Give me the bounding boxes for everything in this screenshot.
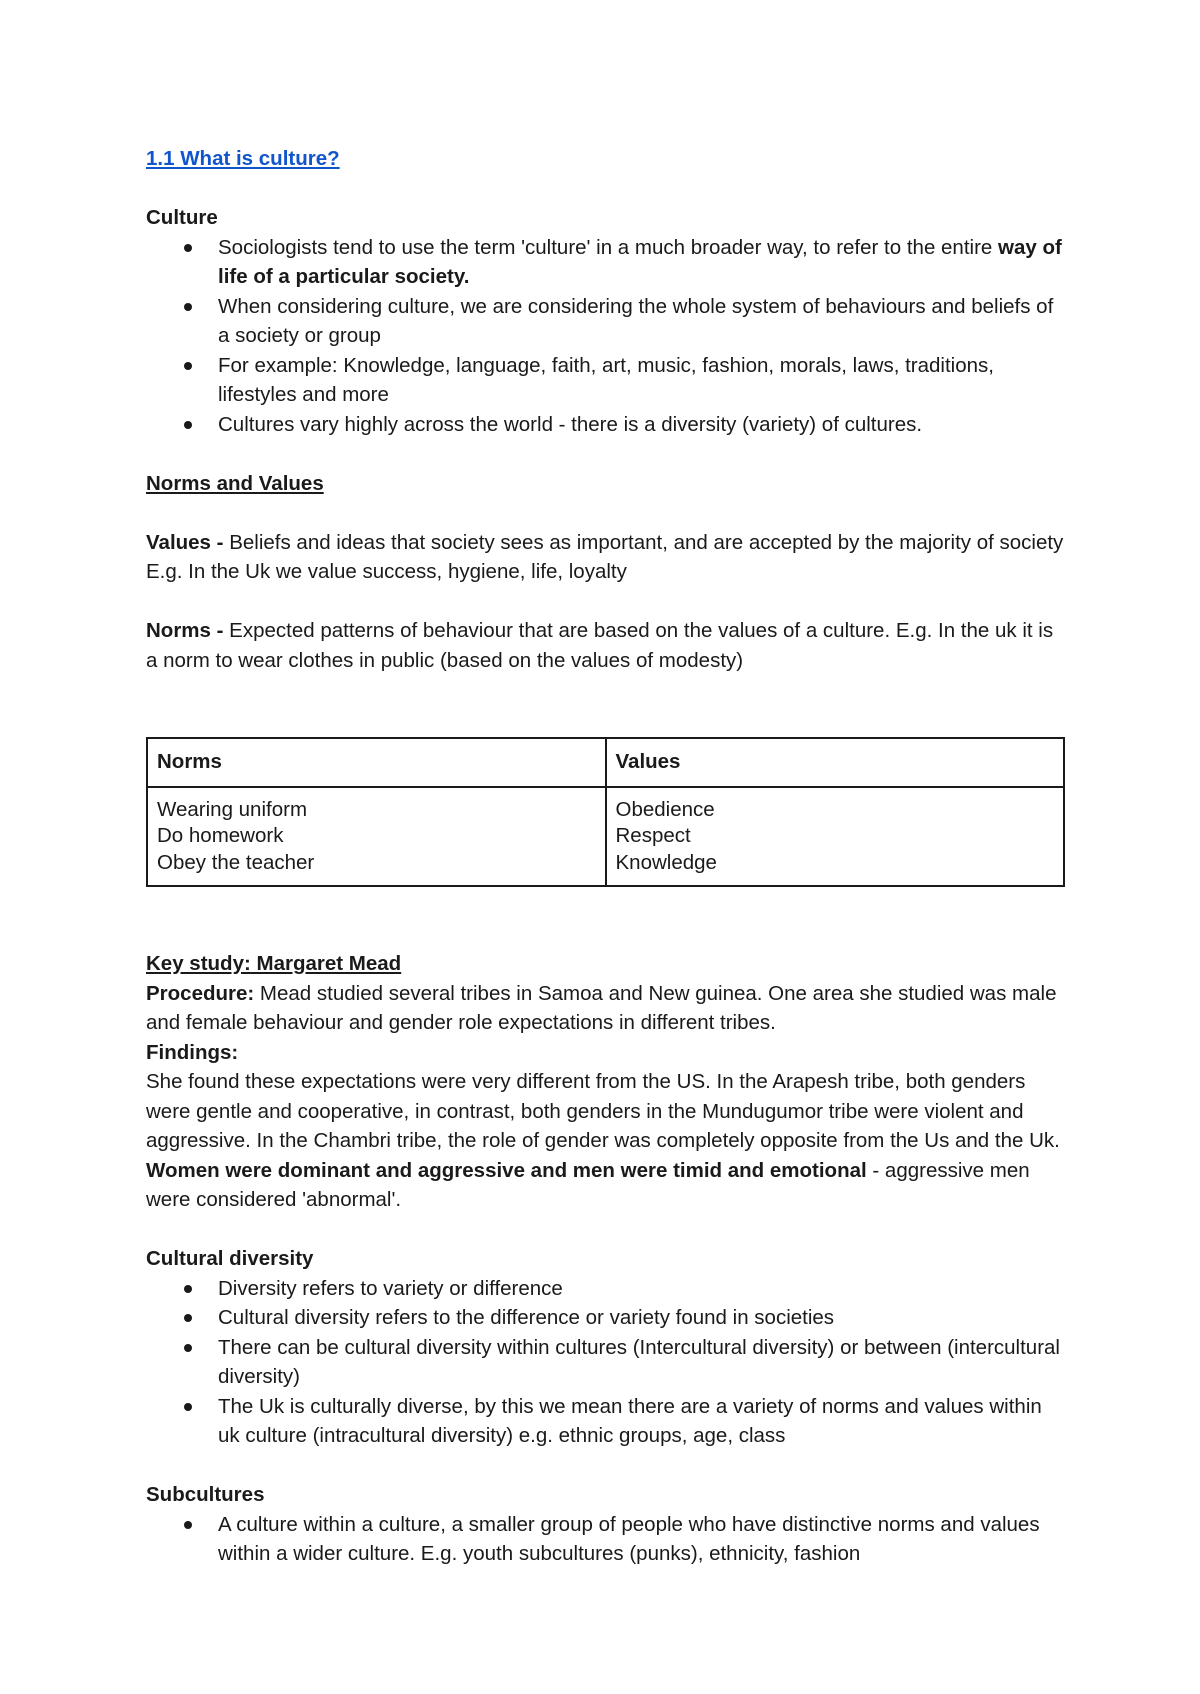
table-header-norms: Norms — [147, 738, 606, 787]
list-item: Cultures vary highly across the world - there is a diversity (variety) of cultures. — [218, 410, 1066, 440]
norm-item: Do homework — [157, 824, 284, 847]
findings-tail: - aggressive men were considered 'abnormal'. — [146, 1158, 1030, 1211]
values-label: Values - — [146, 530, 230, 554]
list-item: The Uk is culturally diverse, by this we mean there are a variety of norms and values within uk culture (intracultural diversity) e.g. ethnic groups, age, class — [218, 1392, 1066, 1451]
values-definition — [146, 528, 1066, 587]
diversity-list — [146, 1274, 1066, 1451]
value-item: Respect — [615, 824, 691, 847]
document-page — [146, 144, 1066, 1569]
norm-item: Wearing uniform — [157, 797, 308, 821]
findings-paragraph — [146, 1067, 1066, 1215]
table-header-values: Values — [606, 738, 1065, 787]
procedure-text: Mead studied several tribes in Samoa and New guinea. One area she studied was male and female behaviour and gender role expectations in different tribes. — [146, 981, 1057, 1034]
values-text: Beliefs and ideas that society sees as important, and are accepted by the majority of society E.g. In the Uk we value success, hygiene, life, loyalty — [146, 530, 1064, 583]
list-item — [218, 233, 1066, 292]
list-item: For example: Knowledge, language, faith, art, music, fashion, morals, laws, traditions, lifestyles and more — [218, 351, 1066, 410]
subcultures-list — [146, 1510, 1066, 1569]
list-item: Diversity refers to variety or difference — [218, 1274, 1066, 1304]
norm-item: Obey the teacher — [157, 850, 315, 874]
list-item: There can be cultural diversity within cultures (Intercultural diversity) or between (intercultural diversity) — [218, 1333, 1066, 1392]
norms-definition — [146, 616, 1066, 675]
norms-cell — [147, 787, 606, 887]
value-item: Knowledge — [615, 850, 717, 874]
culture-bullet-1-bold: way of life of a particular society. — [218, 235, 1062, 288]
findings-label: Findings: — [146, 1040, 239, 1064]
table-row — [147, 787, 1064, 887]
norms-text: Expected patterns of behaviour that are based on the values of a culture. E.g. In the uk it is a norm to wear clothes in public (based on the values of modesty) — [146, 619, 1054, 672]
findings-text: She found these expectations were very different from the US. In the Arapesh tribe, both genders were gentle and cooperative, in contrast, both genders in the Mundugumor tribe were violent and aggressive. In the Chambri tribe, the role of gender was completely opposite from the Us and the Uk. — [146, 1070, 1060, 1152]
table-header-row — [147, 738, 1064, 787]
page-title-link[interactable]: 1.1 What is culture? — [146, 147, 340, 170]
culture-bullet-1-text: Sociologists tend to use the term 'culture' in a much broader way, to refer to the entire — [218, 235, 999, 259]
list-item: A culture within a culture, a smaller group of people who have distinctive norms and values within a wider culture. E.g. youth subcultures (punks), ethnicity, fashion — [218, 1510, 1066, 1569]
procedure-label: Procedure: — [146, 981, 255, 1005]
findings-bold: Women were dominant and aggressive and men were timid and emotional — [146, 1158, 867, 1182]
subcultures-heading: Subcultures — [146, 1483, 265, 1506]
procedure-paragraph — [146, 979, 1066, 1038]
value-item: Obedience — [615, 797, 715, 821]
list-item: When considering culture, we are considering the whole system of behaviours and beliefs of a society or group — [218, 292, 1066, 351]
norms-label: Norms - — [146, 619, 230, 642]
norms-values-table — [146, 737, 1065, 887]
culture-heading: Culture — [146, 206, 218, 229]
cultural-diversity-heading: Cultural diversity — [146, 1247, 314, 1270]
culture-list — [146, 233, 1066, 440]
norms-values-heading: Norms and Values — [146, 471, 324, 495]
values-cell — [606, 787, 1065, 887]
key-study-heading: Key study: Margaret Mead — [146, 952, 402, 975]
list-item: Cultural diversity refers to the difference or variety found in societies — [218, 1303, 1066, 1333]
